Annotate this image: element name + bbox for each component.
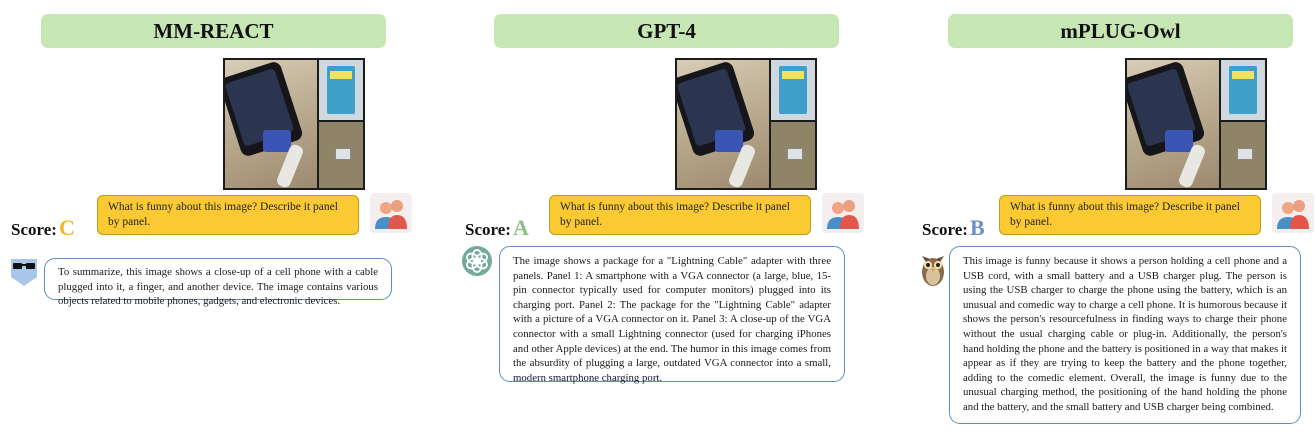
- model-answer: This image is funny because it shows a person holding a cell phone and a USB cord, with a small battery and a USB charger plug. The person is using the USB charger to charge the phone using the battery, which is an unusual and comedic way to charge a cell phone. It is humorous because it shows the person's resourcefulness in finding ways to charge their phone without the usual charging cable or plug-in. Additionally, the person's hand holding the phone and the battery is positioned in a way that makes it appear as if they are trying to keep the battery and the phone together, adding to the comedic element. Overall, the image is funny due to the unusual charging method, the positioning of the hand holding the phone and the battery, and the small battery and USB charger being combined.: [949, 246, 1301, 424]
- model-answer: To summarize, this image shows a close-up of a cell phone with a cable plugged into it, a finger, and another device. The image contains various objects related to mobile phones, gadgets, and electronic devices.: [44, 258, 392, 300]
- owl-icon: [918, 248, 948, 293]
- user-question: What is funny about this image? Describe it panel by panel.: [97, 195, 359, 235]
- score-grade: A: [512, 215, 529, 240]
- panel-mplug-owl: [907, 0, 1316, 432]
- score-grade: C: [58, 215, 75, 240]
- model-header: MM-REACT: [41, 14, 386, 48]
- user-pair-icon: [370, 193, 412, 233]
- user-pair-icon: [1272, 193, 1314, 233]
- model-answer: The image shows a package for a "Lightning Cable" adapter with three panels. Panel 1: A smartphone with a VGA connector (a large, blue, 15-pin connector typically used for computer monitors) plugged into its charging port. Panel 2: The package for the "Lightning Cable" adapter with a picture of a VGA connector on it. Panel 3: A close-up of the VGA connector with a small Lightning connector (used for charging iPhones and other Apple devices) at the end. The humor in this image comes from the absurdity of plugging a large, outdated VGA connector into a small, modern smartphone charging port.: [499, 246, 845, 382]
- user-pair-icon: [822, 193, 864, 233]
- score-label: Score:: [11, 220, 57, 239]
- phone-vga-photo: [675, 58, 817, 190]
- score-grade: B: [969, 215, 985, 240]
- glasses-bot-icon: [9, 253, 39, 292]
- panel-mm-react: [0, 0, 440, 432]
- phone-vga-photo: [223, 58, 365, 190]
- openai-logo-icon: [461, 245, 493, 282]
- score: [922, 215, 985, 241]
- score-label: Score:: [922, 220, 968, 239]
- score-label: Score:: [465, 220, 511, 239]
- panel-gpt-4: [453, 0, 893, 432]
- phone-vga-photo: [1125, 58, 1267, 190]
- user-question: What is funny about this image? Describe it panel by panel.: [549, 195, 811, 235]
- model-header: mPLUG-Owl: [948, 14, 1293, 48]
- user-question: What is funny about this image? Describe it panel by panel.: [999, 195, 1261, 235]
- score: [11, 215, 75, 241]
- model-header: GPT-4: [494, 14, 839, 48]
- score: [465, 215, 529, 241]
